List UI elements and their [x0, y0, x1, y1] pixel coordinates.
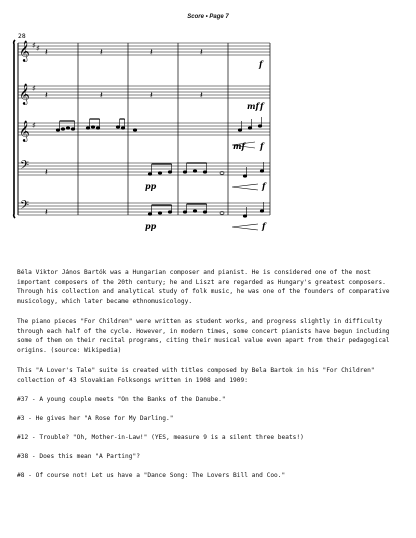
- dynamic-pp: pp: [145, 181, 157, 191]
- svg-text:𝄽: 𝄽: [150, 48, 153, 58]
- svg-text:♯: ♯: [36, 44, 40, 53]
- svg-text:♯: ♯: [32, 41, 36, 50]
- svg-text:𝄢: 𝄢: [20, 199, 30, 215]
- svg-text:𝄽: 𝄽: [200, 48, 203, 58]
- dynamic-f: f: [260, 101, 264, 111]
- music-score: [0, 0, 416, 240]
- svg-text:♯: ♯: [32, 84, 36, 93]
- svg-text:𝄽: 𝄽: [45, 91, 48, 101]
- svg-text:𝄽: 𝄽: [200, 91, 203, 101]
- svg-text:♯: ♯: [32, 121, 36, 130]
- piano-paragraph: The piano pieces "For Children" were written as student works, and progress slightly in difficulty through each half of the cycle. However, in modern times, some concert pianists have begun including some of them on their recital programs, citing their musical value even apart from their pedagogical origins. (source: Wikipedia): [17, 318, 390, 354]
- svg-text:𝄢: 𝄢: [20, 159, 30, 175]
- dynamic-f: f: [262, 221, 266, 231]
- measure-number: 28: [18, 33, 26, 40]
- suite-item: #38 - Does this mean "A Parting"?: [17, 453, 140, 460]
- svg-text:𝄽: 𝄽: [150, 91, 153, 101]
- suite-item: #12 - Trouble? "Oh, Mother-in-Law!" (YES, measure 9 is a silent three beats!): [17, 434, 304, 441]
- staff-3: [18, 123, 270, 135]
- staff-2: [18, 86, 270, 98]
- svg-text:𝄽: 𝄽: [45, 48, 48, 58]
- svg-text:𝄽: 𝄽: [45, 168, 48, 178]
- svg-text:𝄞: 𝄞: [19, 121, 30, 142]
- dynamic-f: f: [262, 181, 266, 191]
- suite-item: #3 - He gives her "A Rose for My Darling.": [17, 415, 174, 422]
- suite-paragraph: This "A Lover's Tale" suite is created with titles composed by Bela Bartok in his "For Children" collection of 43 Slovakian Folksongs written in 1908 and 1909:: [17, 367, 375, 384]
- dynamic-pp: pp: [145, 221, 157, 231]
- svg-text:𝄞: 𝄞: [19, 41, 30, 62]
- dynamic-mf: mf: [233, 141, 245, 151]
- suite-item: #8 - Of course not! Let us have a "Dance Song: The Lovers Bill and Coo.": [17, 472, 286, 479]
- bio-paragraph: Béla Viktor János Bartók was a Hungarian composer and pianist. He is considered one of the most important composers of the 20th century; he and Liszt are regarded as Hungary's greatest composers. Through his collection and analytical study of folk music, he was one of the founders of comparative musicology, which later became ethnomusicology.: [17, 269, 390, 305]
- page-header: Score • Page 7: [187, 14, 229, 20]
- staff-1: [18, 43, 270, 55]
- svg-text:𝄞: 𝄞: [19, 84, 30, 105]
- staff-5: [18, 203, 270, 215]
- suite-item: #37 - A young couple meets "On the Banks of the Danube.": [17, 396, 226, 403]
- svg-text:𝄽: 𝄽: [45, 208, 48, 218]
- svg-text:𝄽: 𝄽: [100, 48, 103, 58]
- svg-text:𝄽: 𝄽: [100, 91, 103, 101]
- dynamic-f: f: [260, 141, 264, 151]
- dynamic-mf: mf: [247, 101, 259, 111]
- staff-4: [18, 163, 270, 175]
- dynamic-f: f: [259, 59, 263, 69]
